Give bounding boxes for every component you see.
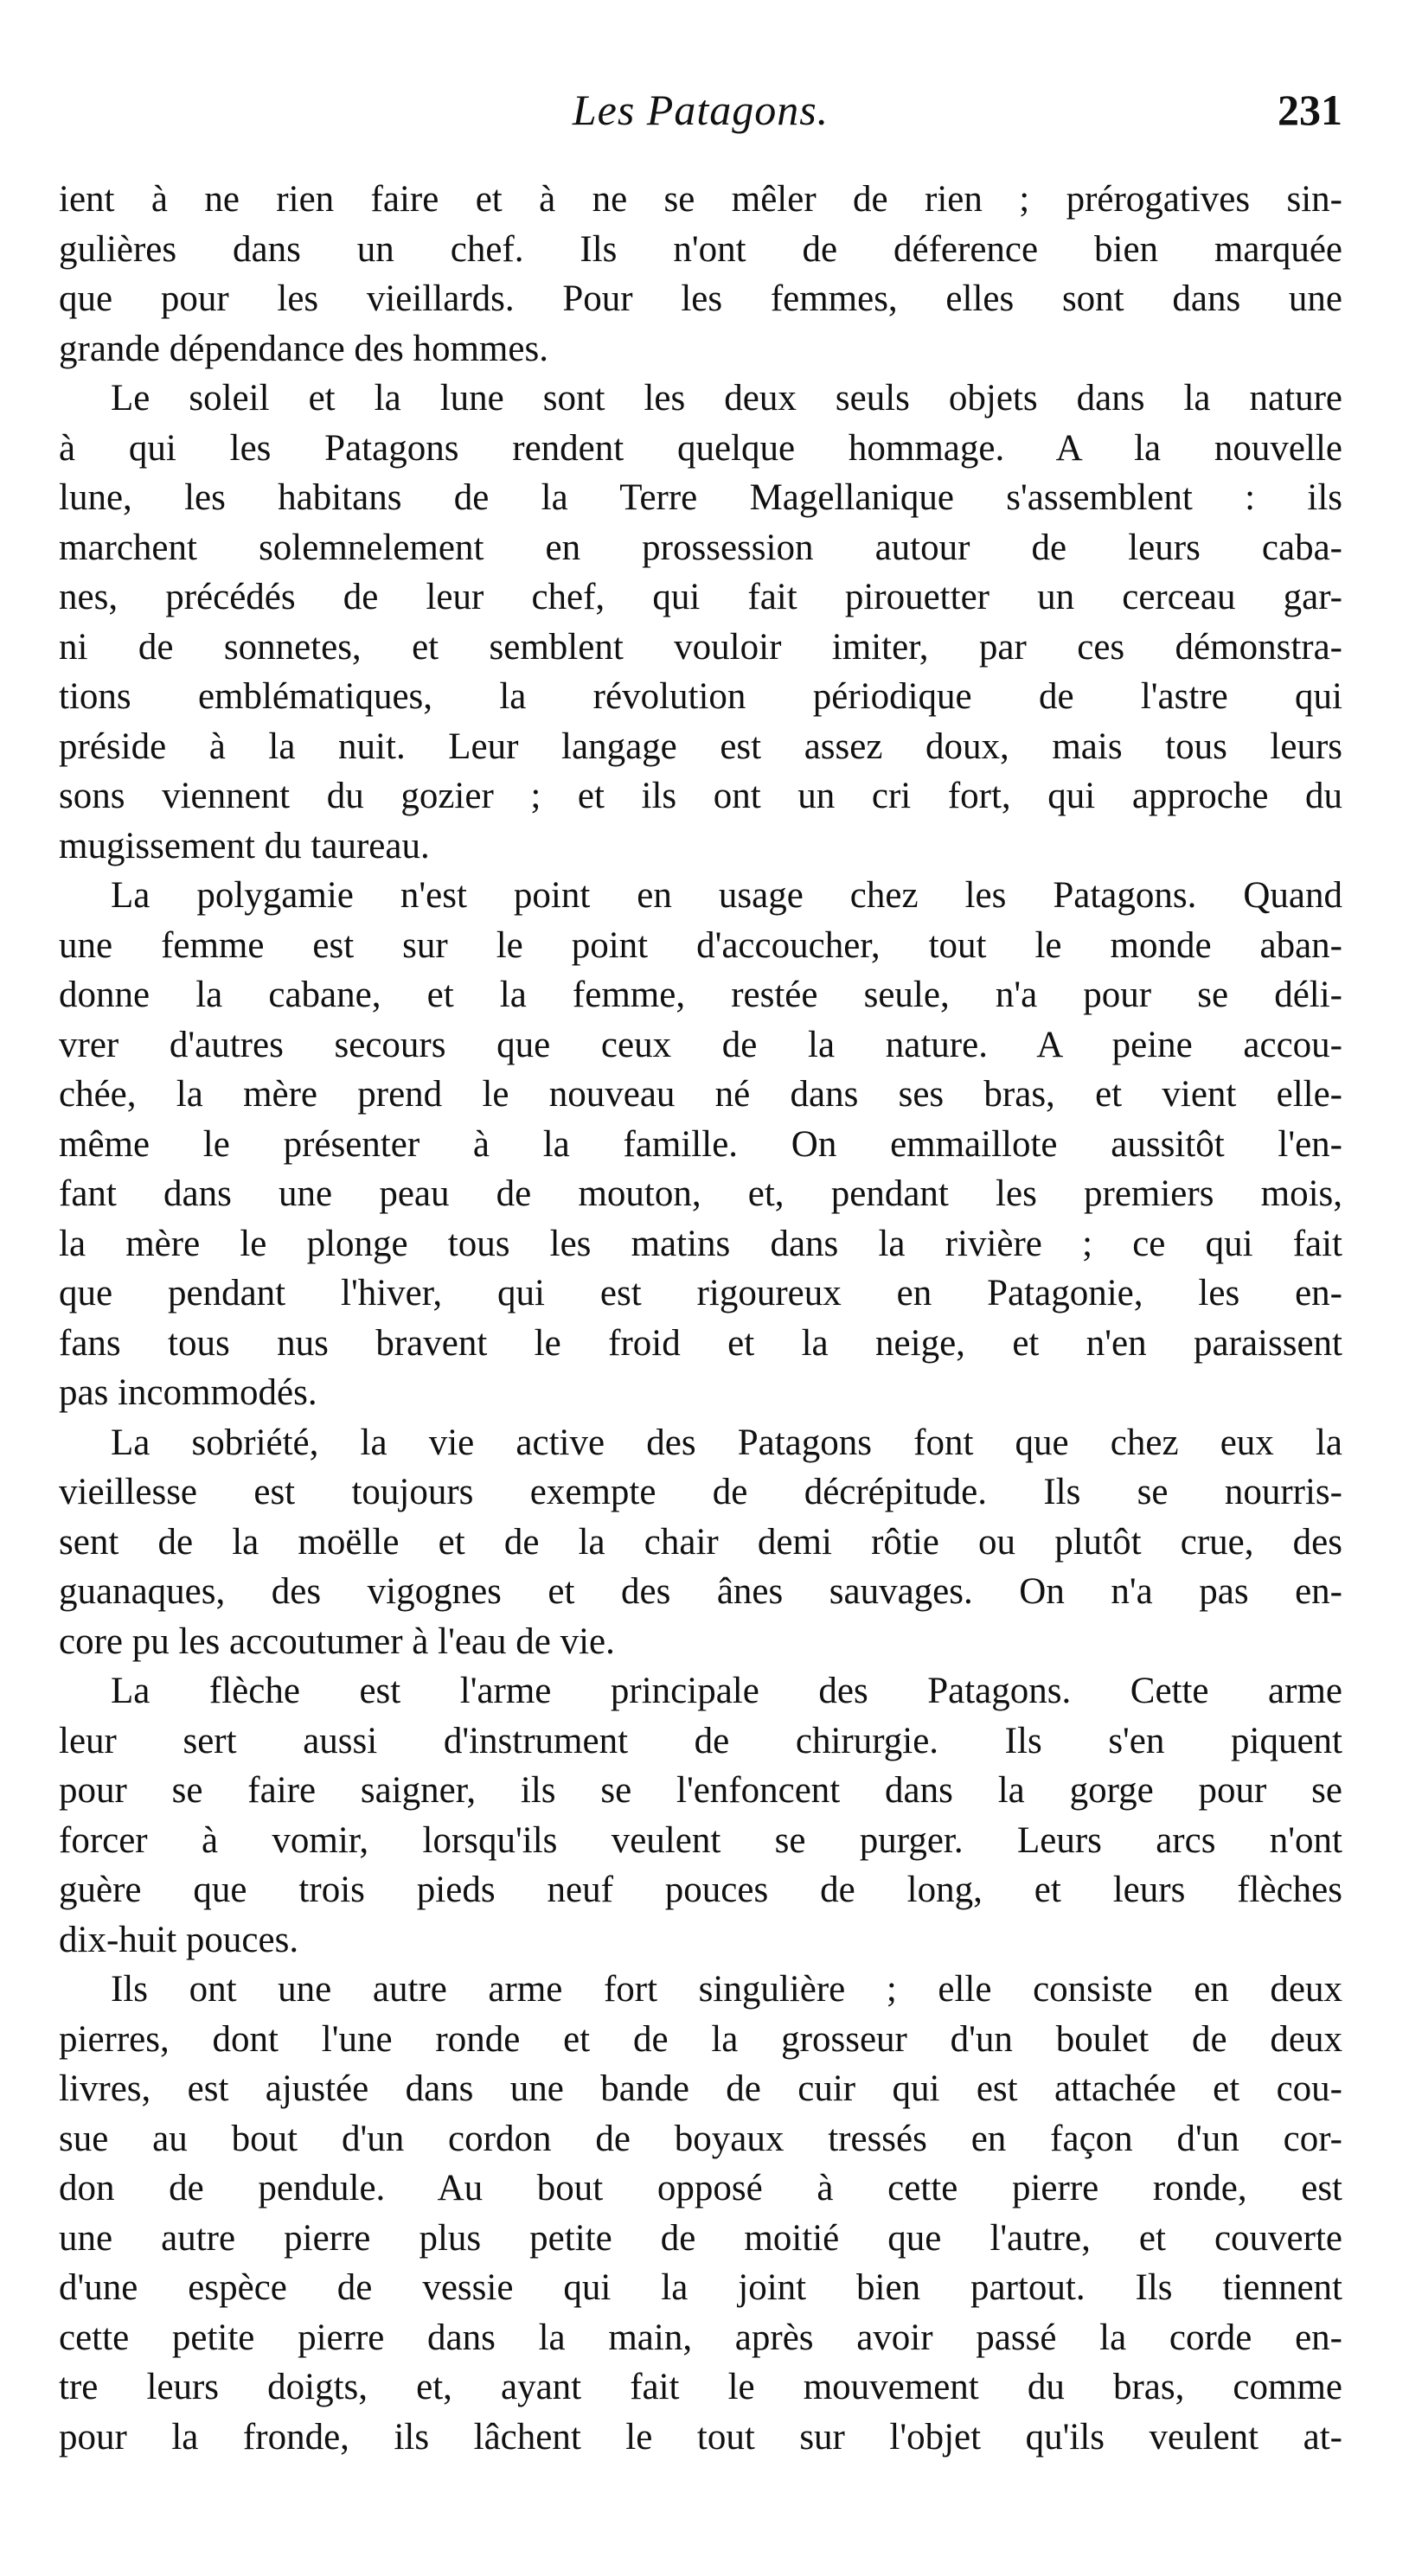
text-line: livres, est ajustée dans une bande de cuir qui est attachée et cou- [59, 2068, 1342, 2109]
text-line: tre leurs doigts, et, ayant fait le mouvement du bras, comme [59, 2367, 1342, 2407]
text-line: une femme est sur le point d'accoucher, tout le monde aban- [59, 924, 1342, 966]
text-line: dix-huit pouces. [59, 1919, 299, 1960]
text-line: gulières dans un chef. Ils n'ont de déference bien marquée [59, 228, 1342, 270]
text-line: à qui les Patagons rendent quelque hommage. A la nouvelle [59, 427, 1342, 469]
text-line: guanaques, des vigognes et des ânes sauvages. On n'a pas en- [59, 1571, 1342, 1612]
text-line: la mère le plonge tous les matins dans la rivière ; ce qui fait [59, 1223, 1342, 1264]
page-number: 231 [1278, 86, 1342, 134]
text-line: La flèche est l'arme principale des Patagons. Cette arme [111, 1671, 1342, 1711]
text-line: sent de la moëlle et de la chair demi rôtie ou plutôt crue, des [59, 1521, 1342, 1563]
text-line: La polygamie n'est point en usage chez les Patagons. Quand [111, 875, 1342, 916]
text-line: marchent solemnelement en prossession autour de leurs caba- [59, 527, 1342, 568]
text-line: mugissement du taureau. [59, 825, 430, 866]
text-line: fant dans une peau de mouton, et, pendant les premiers mois, [59, 1173, 1342, 1214]
text-line: Ils ont une autre arme fort singulière ; elle consiste en deux [111, 1969, 1342, 2010]
text-line: lune, les habitans de la Terre Magellanique s'assemblent : ils [59, 477, 1342, 518]
text-line: sons viennent du gozier ; et ils ont un cri fort, qui approche du [59, 776, 1342, 816]
text-line: sue au bout d'un cordon de boyaux tressés en façon d'un cor- [59, 2118, 1342, 2159]
running-title: Les Patagons. [572, 86, 829, 134]
text-line: guère que trois pieds neuf pouces de long, et leurs flèches [59, 1870, 1342, 1910]
text-line: don de pendule. Au bout opposé à cette pierre ronde, est [59, 2168, 1342, 2208]
text-line: préside à la nuit. Leur langage est assez doux, mais tous leurs [59, 725, 1342, 767]
text-line: donne la cabane, et la femme, restée seule, n'a pour se déli- [59, 975, 1342, 1015]
text-line: fans tous nus bravent le froid et la neige, et n'en paraissent [59, 1322, 1342, 1364]
body-text [59, 175, 1342, 2462]
text-line: pas incommodés. [59, 1372, 317, 1413]
text-line: ient à ne rien faire et à ne se mêler de rien ; prérogatives sin- [59, 179, 1342, 220]
text-line: une autre pierre plus petite de moitié que l'autre, et couverte [59, 2217, 1342, 2259]
text-line: vrer d'autres secours que ceux de la nature. A peine accou- [59, 1024, 1342, 1065]
text-line: grande dépendance des hommes. [59, 328, 548, 369]
text-line: La sobriété, la vie active des Patagons font que chez eux la [111, 1422, 1342, 1463]
text-line: que pour les vieillards. Pour les femmes, elles sont dans une [59, 278, 1342, 319]
text-line: leur sert aussi d'instrument de chirurgie. Ils s'en piquent [59, 1720, 1342, 1761]
text-line: vieillesse est toujours exempte de décrépitude. Ils se nourris- [59, 1472, 1342, 1512]
text-line: chée, la mère prend le nouveau né dans ses bras, et vient elle- [59, 1074, 1342, 1115]
text-line: forcer à vomir, lorsqu'ils veulent se purger. Leurs arcs n'ont [59, 1819, 1342, 1861]
text-line: tions emblématiques, la révolution périodique de l'astre qui [59, 676, 1342, 717]
text-line: pour se faire saigner, ils se l'enfoncent dans la gorge pour se [59, 1770, 1342, 1811]
text-line: même le présenter à la famille. On emmaillote aussitôt l'en- [59, 1123, 1342, 1165]
text-line: ni de sonnetes, et semblent vouloir imiter, par ces démonstra- [59, 626, 1342, 668]
text-line: d'une espèce de vessie qui la joint bien partout. Ils tiennent [59, 2267, 1342, 2308]
text-line: nes, précédés de leur chef, qui fait pirouetter un cerceau gar- [59, 577, 1342, 617]
text-line: cette petite pierre dans la main, après avoir passé la corde en- [59, 2317, 1342, 2358]
text-line: pierres, dont l'une ronde et de la grosseur d'un boulet de deux [59, 2018, 1342, 2060]
text-line: pour la fronde, ils lâchent le tout sur l'objet qu'ils veulent at- [59, 2416, 1342, 2458]
text-line: que pendant l'hiver, qui est rigoureux en Patagonie, les en- [59, 1273, 1342, 1314]
text-line: core pu les accoutumer à l'eau de vie. [59, 1620, 615, 1662]
text-line: Le soleil et la lune sont les deux seuls objets dans la nature [111, 378, 1342, 419]
running-head [59, 80, 1342, 140]
